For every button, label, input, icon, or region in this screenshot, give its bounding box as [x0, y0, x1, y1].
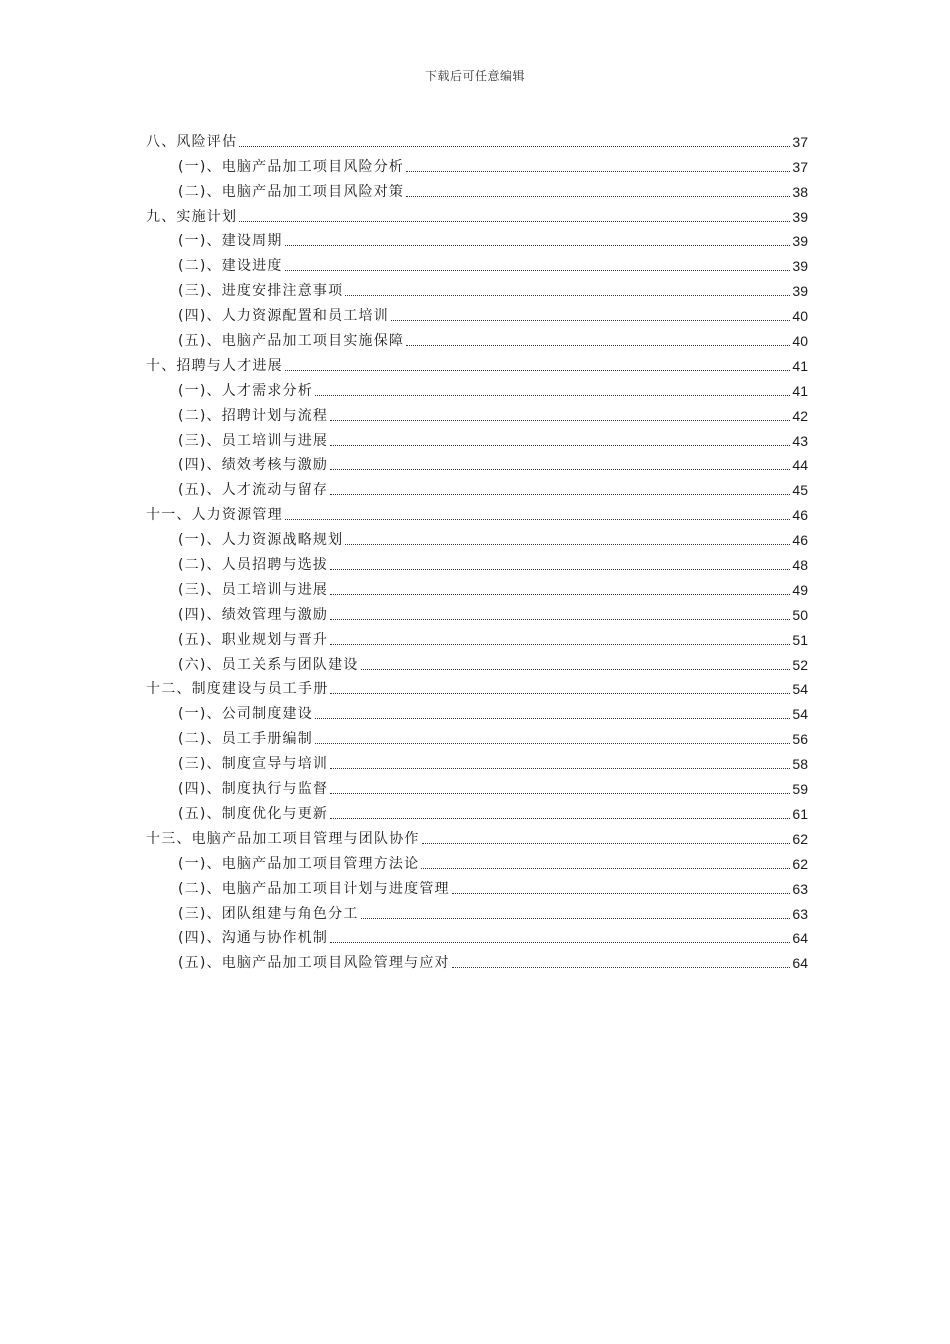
toc-chapter-entry[interactable] [146, 350, 808, 375]
toc-section-entry[interactable] [146, 624, 808, 649]
toc-section-entry[interactable] [146, 275, 808, 300]
toc-entry-page-number: 62 [792, 830, 808, 847]
toc-section-entry[interactable] [146, 748, 808, 773]
toc-dot-leader [330, 793, 790, 794]
toc-entry-page-number: 40 [792, 333, 808, 350]
toc-section-entry[interactable] [146, 723, 808, 748]
toc-entry-title: (三)、进度安排注意事项 [178, 283, 344, 300]
toc-entry-title: (五)、电脑产品加工项目风险管理与应对 [178, 955, 450, 972]
toc-entry-page-number: 63 [792, 905, 808, 922]
toc-dot-leader [239, 221, 790, 222]
toc-entry-title: (三)、制度宣导与培训 [178, 756, 329, 773]
toc-dot-leader [421, 868, 790, 869]
toc-entry-title: (四)、制度执行与监督 [178, 781, 329, 798]
toc-dot-leader [330, 569, 790, 570]
toc-entry-page-number: 61 [792, 805, 808, 822]
page-header-note: 下载后可任意编辑 [424, 69, 525, 83]
toc-entry-title: (二)、电脑产品加工项目计划与进度管理 [178, 880, 450, 897]
toc-dot-leader [330, 420, 790, 421]
toc-section-entry[interactable] [146, 848, 808, 873]
toc-entry-title: 十一、人力资源管理 [146, 507, 283, 524]
toc-entry-page-number: 64 [792, 930, 808, 947]
toc-entry-page-number: 43 [792, 432, 808, 449]
toc-entry-page-number: 42 [792, 407, 808, 424]
toc-section-entry[interactable] [146, 300, 808, 325]
toc-entry-page-number: 39 [792, 258, 808, 275]
toc-entry-title: (五)、人才流动与留存 [178, 482, 329, 499]
toc-entry-title: (四)、绩效管理与激励 [178, 606, 329, 623]
toc-entry-page-number: 64 [792, 955, 808, 972]
toc-entry-page-number: 41 [792, 357, 808, 374]
toc-dot-leader [285, 270, 791, 271]
toc-entry-page-number: 37 [792, 158, 808, 175]
toc-entry-page-number: 56 [792, 731, 808, 748]
toc-section-entry[interactable] [146, 151, 808, 176]
toc-entry-page-number: 54 [792, 706, 808, 723]
toc-entry-title: (五)、电脑产品加工项目实施保障 [178, 333, 405, 350]
toc-dot-leader [315, 743, 790, 744]
toc-entry-page-number: 41 [792, 382, 808, 399]
toc-entry-page-number: 44 [792, 457, 808, 474]
toc-entry-title: (四)、人力资源配置和员工培训 [178, 308, 389, 325]
toc-dot-leader [315, 395, 790, 396]
toc-entry-page-number: 46 [792, 507, 808, 524]
toc-entry-title: 九、实施计划 [146, 208, 238, 225]
toc-chapter-entry[interactable] [146, 126, 808, 151]
toc-section-entry[interactable] [146, 474, 808, 499]
toc-dot-leader [452, 893, 791, 894]
toc-entry-title: (二)、电脑产品加工项目风险对策 [178, 183, 405, 200]
toc-entry-title: (二)、员工手册编制 [178, 731, 313, 748]
toc-section-entry[interactable] [146, 226, 808, 251]
toc-dot-leader [345, 544, 790, 545]
toc-entry-page-number: 62 [792, 855, 808, 872]
toc-section-entry[interactable] [146, 524, 808, 549]
toc-entry-title: 十三、电脑产品加工项目管理与团队协作 [146, 830, 420, 847]
toc-section-entry[interactable] [146, 649, 808, 674]
toc-section-entry[interactable] [146, 923, 808, 948]
toc-entry-page-number: 40 [792, 308, 808, 325]
toc-dot-leader [330, 619, 790, 620]
toc-entry-title: (四)、沟通与协作机制 [178, 930, 329, 947]
toc-dot-leader [330, 644, 790, 645]
toc-section-entry[interactable] [146, 574, 808, 599]
toc-entry-page-number: 54 [792, 681, 808, 698]
toc-entry-title: (四)、绩效考核与激励 [178, 457, 329, 474]
toc-entry-title: (五)、制度优化与更新 [178, 805, 329, 822]
toc-entry-title: (五)、职业规划与晋升 [178, 631, 329, 648]
toc-entry-title: (一)、公司制度建设 [178, 706, 313, 723]
toc-section-entry[interactable] [146, 698, 808, 723]
toc-chapter-entry[interactable] [146, 823, 808, 848]
toc-entry-title: (一)、电脑产品加工项目管理方法论 [178, 855, 420, 872]
toc-entry-page-number: 48 [792, 557, 808, 574]
toc-entry-title: (六)、员工关系与团队建设 [178, 656, 359, 673]
toc-dot-leader [285, 245, 791, 246]
toc-section-entry[interactable] [146, 898, 808, 923]
toc-entry-page-number: 49 [792, 581, 808, 598]
toc-dot-leader [330, 469, 790, 470]
toc-dot-leader [285, 519, 791, 520]
toc-dot-leader [330, 942, 790, 943]
toc-section-entry[interactable] [146, 375, 808, 400]
toc-dot-leader [285, 370, 791, 371]
toc-section-entry[interactable] [146, 250, 808, 275]
toc-entry-page-number: 37 [792, 133, 808, 150]
toc-entry-page-number: 63 [792, 880, 808, 897]
toc-dot-leader [239, 146, 790, 147]
toc-dot-leader [422, 843, 791, 844]
toc-dot-leader [330, 494, 790, 495]
toc-dot-leader [330, 768, 790, 769]
toc-section-entry[interactable] [146, 773, 808, 798]
toc-entry-title: (一)、人力资源战略规划 [178, 532, 344, 549]
toc-section-entry[interactable] [146, 599, 808, 624]
toc-section-entry[interactable] [146, 947, 808, 972]
toc-entry-title: 十二、制度建设与员工手册 [146, 681, 329, 698]
toc-chapter-entry[interactable] [146, 499, 808, 524]
toc-entry-page-number: 38 [792, 183, 808, 200]
toc-section-entry[interactable] [146, 549, 808, 574]
toc-entry-page-number: 39 [792, 283, 808, 300]
toc-chapter-entry[interactable] [146, 201, 808, 226]
toc-entry-title: (三)、员工培训与进展 [178, 581, 329, 598]
toc-dot-leader [315, 718, 790, 719]
toc-entry-page-number: 50 [792, 606, 808, 623]
toc-entry-page-number: 51 [792, 631, 808, 648]
toc-entry-title: 十、招聘与人才进展 [146, 357, 283, 374]
toc-entry-title: (一)、人才需求分析 [178, 382, 313, 399]
toc-section-entry[interactable] [146, 176, 808, 201]
toc-entry-title: (一)、电脑产品加工项目风险分析 [178, 158, 405, 175]
toc-dot-leader [330, 693, 790, 694]
toc-section-entry[interactable] [146, 400, 808, 425]
toc-entry-title: (三)、团队组建与角色分工 [178, 905, 359, 922]
toc-dot-leader [452, 967, 791, 968]
toc-entry-page-number: 46 [792, 532, 808, 549]
toc-entry-title: (二)、建设进度 [178, 258, 283, 275]
toc-entry-title: 八、风险评估 [146, 133, 238, 150]
toc-section-entry[interactable] [146, 325, 808, 350]
toc-entry-title: (三)、员工培训与进展 [178, 432, 329, 449]
toc-dot-leader [361, 918, 791, 919]
toc-dot-leader [330, 445, 790, 446]
toc-entry-page-number: 39 [792, 208, 808, 225]
toc-entry-title: (二)、人员招聘与选拔 [178, 557, 329, 574]
toc-section-entry[interactable] [146, 450, 808, 475]
table-of-contents [146, 126, 808, 972]
toc-dot-leader [406, 171, 790, 172]
toc-entry-title: (二)、招聘计划与流程 [178, 407, 329, 424]
toc-dot-leader [345, 295, 790, 296]
toc-entry-title: (一)、建设周期 [178, 233, 283, 250]
toc-dot-leader [330, 818, 790, 819]
toc-chapter-entry[interactable] [146, 674, 808, 699]
toc-entry-page-number: 59 [792, 781, 808, 798]
toc-dot-leader [406, 345, 790, 346]
toc-section-entry[interactable] [146, 873, 808, 898]
toc-entry-page-number: 58 [792, 756, 808, 773]
toc-entry-page-number: 39 [792, 233, 808, 250]
toc-section-entry[interactable] [146, 798, 808, 823]
toc-entry-page-number: 52 [792, 656, 808, 673]
toc-dot-leader [330, 594, 790, 595]
toc-section-entry[interactable] [146, 425, 808, 450]
toc-entry-page-number: 45 [792, 482, 808, 499]
toc-dot-leader [361, 669, 791, 670]
toc-dot-leader [406, 196, 790, 197]
toc-dot-leader [391, 320, 790, 321]
